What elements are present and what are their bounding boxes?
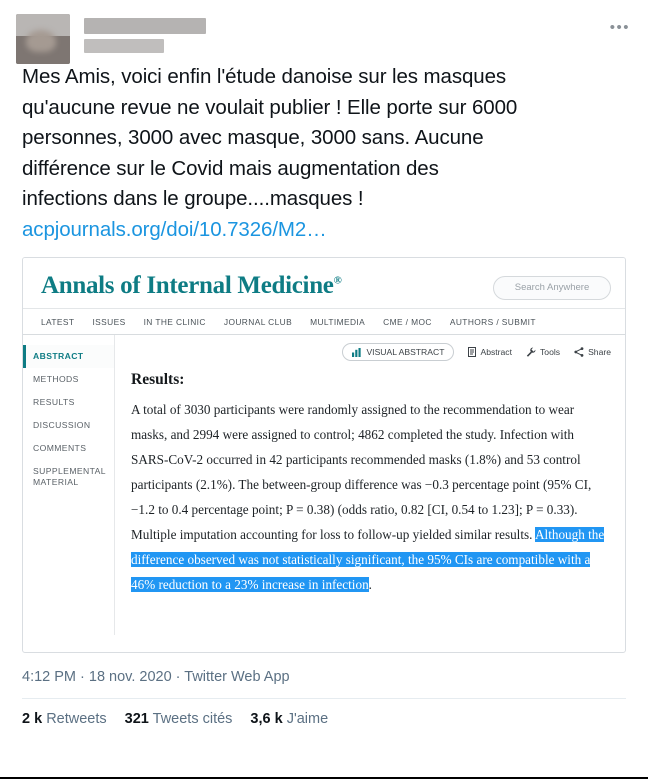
journal-name: Annals of Internal Medicine (41, 272, 334, 299)
tweet-body-line: qu'aucune revue ne voulait publier ! Elle porte sur 6000 (22, 95, 518, 119)
tweet-external-link[interactable]: acpjournals.org/doi/10.7326/M2… (22, 217, 327, 241)
stat-likes-label: J'aime (286, 711, 329, 727)
side-nav-item-methods[interactable]: METHODS (33, 374, 79, 384)
share-label: Share (588, 347, 611, 357)
stat-quote-tweets[interactable] (125, 711, 233, 727)
journal-navbar (23, 308, 625, 335)
tweet-body-line: infections dans le groupe....masques ! (22, 187, 364, 210)
article-content (115, 335, 625, 635)
side-nav-item-supplemental-material[interactable]: SUPPLEMENTAL MATERIAL (33, 466, 106, 487)
visual-abstract-button[interactable] (342, 343, 454, 361)
document-icon (468, 347, 476, 357)
nav-item-issues[interactable]: ISSUES (92, 317, 126, 327)
tweet-timestamp: 4:12 PM · 18 nov. 2020 · Twitter Web App (22, 669, 290, 685)
section-heading: Results: (131, 371, 185, 388)
share-icon (574, 347, 584, 357)
tweet-body-line: Mes Amis, voici enfin l'étude danoise sur les masques (22, 65, 507, 88)
tweet-body-line: personnes, 3000 avec masque, 3000 sans. Aucune (22, 126, 484, 149)
avatar-blur-face (26, 30, 56, 52)
visual-abstract-label: VISUAL ABSTRACT (366, 347, 445, 357)
chart-icon (352, 348, 361, 357)
stat-retweets[interactable] (22, 711, 107, 727)
stat-retweets-count: 2 k (22, 711, 43, 727)
author-handle (84, 39, 164, 53)
nav-item-multimedia[interactable]: MULTIMEDIA (310, 317, 366, 327)
article-side-nav (23, 335, 115, 635)
stat-quote-tweets-count: 321 (124, 711, 149, 727)
side-nav-item-comments[interactable]: COMMENTS (33, 443, 87, 453)
article-body (23, 335, 625, 635)
stat-likes[interactable] (250, 711, 328, 727)
nav-item-authors-submit[interactable]: AUTHORS / SUBMIT (449, 317, 536, 327)
tools-button[interactable] (526, 347, 560, 357)
tools-label: Tools (540, 347, 561, 357)
tweet-body (0, 58, 648, 245)
stat-quote-tweets-label: Tweets cités (152, 711, 233, 727)
avatar[interactable] (16, 14, 70, 64)
abstract-label: Abstract (480, 347, 512, 357)
stat-retweets-label: Retweets (46, 711, 107, 727)
registered-mark: ® (333, 274, 342, 287)
nav-item-journal-club[interactable]: JOURNAL CLUB (223, 317, 293, 327)
nav-item-in-the-clinic[interactable]: IN THE CLINIC (143, 317, 206, 327)
link-preview-card[interactable] (22, 257, 626, 653)
abstract-button[interactable] (468, 347, 512, 357)
side-nav-item-abstract[interactable]: ABSTRACT (23, 345, 114, 368)
article-tools-row (131, 343, 611, 367)
author-display-name (84, 18, 206, 34)
abstract-tail-text: . (368, 577, 372, 592)
tweet-header (0, 0, 648, 58)
share-button[interactable] (574, 347, 611, 357)
tweet-stats (0, 699, 648, 727)
search-input[interactable]: Search Anywhere (493, 276, 611, 300)
abstract-plain-text: A total of 3030 participants were randomly assigned to the recommendation to wear masks, and 2994 were assigned to control; 4862 completed the study. Infection with SARS-CoV-2 occurred in 42 participants recommended masks (1.8%) and 53 control participants (2.1%). The between-group difference was −0.3 percentage point (95% CI, −1.2 to 0.4 percentage point; P = 0.38) (odds ratio, 0.82 [CI, 0.54 to 1.23]; P = 0.33). Multiple imputation accounting for loss to follow-up yielded similar results. (131, 402, 592, 542)
journal-header (23, 258, 625, 308)
side-nav-item-results[interactable]: RESULTS (33, 397, 75, 407)
author-block[interactable] (84, 18, 206, 53)
tweet-body-line: différence sur le Covid mais augmentation des (22, 156, 439, 180)
nav-item-cme-moc[interactable]: CME / MOC (383, 317, 432, 327)
stat-likes-count: 3,6 k (250, 711, 283, 727)
abstract-highlighted-text: Although the difference observed was not statistically significant, the 95% CIs are compatible with a 46% reduction to a 23% increase in infection (131, 527, 605, 592)
side-nav-item-discussion[interactable]: DISCUSSION (33, 420, 91, 430)
more-options-icon[interactable]: ••• (609, 19, 630, 36)
wrench-icon (526, 347, 536, 357)
abstract-paragraph (131, 397, 611, 597)
nav-item-latest[interactable]: LATEST (41, 317, 75, 327)
